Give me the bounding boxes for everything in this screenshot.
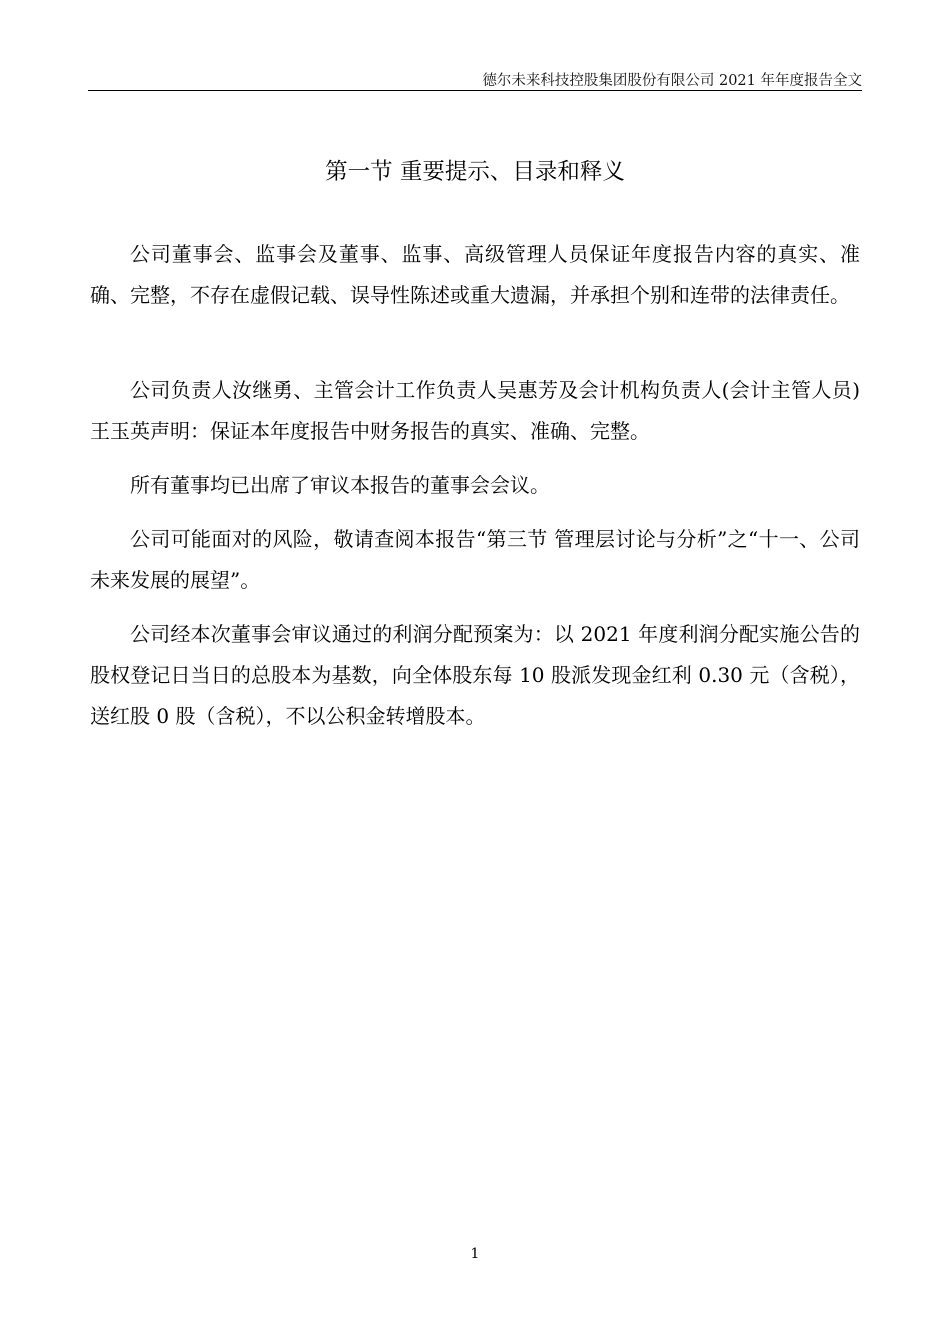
body-content xyxy=(90,234,860,750)
page-number: 1 xyxy=(470,1246,480,1262)
paragraph-board-attendance: 所有董事均已出席了审议本报告的董事会会议。 xyxy=(130,473,550,497)
paragraph-risk-notice: 公司可能面对的风险，敬请查阅本报告“第三节 管理层讨论与分析”之“十一、公司未来发展的展望”。 xyxy=(90,527,860,592)
header-rule xyxy=(88,90,862,91)
running-header: 德尔未来科技控股集团股份有限公司 2021 年年度报告全文 xyxy=(482,73,862,89)
paragraph-accuracy-guarantee: 公司董事会、监事会及董事、监事、高级管理人员保证年度报告内容的真实、准确、完整，不存在虚假记载、误导性陈述或重大遗漏，并承担个别和连带的法律责任。 xyxy=(90,242,860,307)
section-title: 第一节 重要提示、目录和释义 xyxy=(325,159,625,185)
paragraph-profit-distribution: 公司经本次董事会审议通过的利润分配预案为：以 2021 年度利润分配实施公告的股权登记日当日的总股本为基数，向全体股东每 10 股派发现金红利 0.30 元（含税），送红股 0 股（含税），不以公积金转增股本。 xyxy=(90,622,860,728)
paragraph-responsible-persons: 公司负责人汝继勇、主管会计工作负责人吴惠芳及会计机构负责人(会计主管人员)王玉英声明：保证本年度报告中财务报告的真实、准确、完整。 xyxy=(90,378,860,443)
